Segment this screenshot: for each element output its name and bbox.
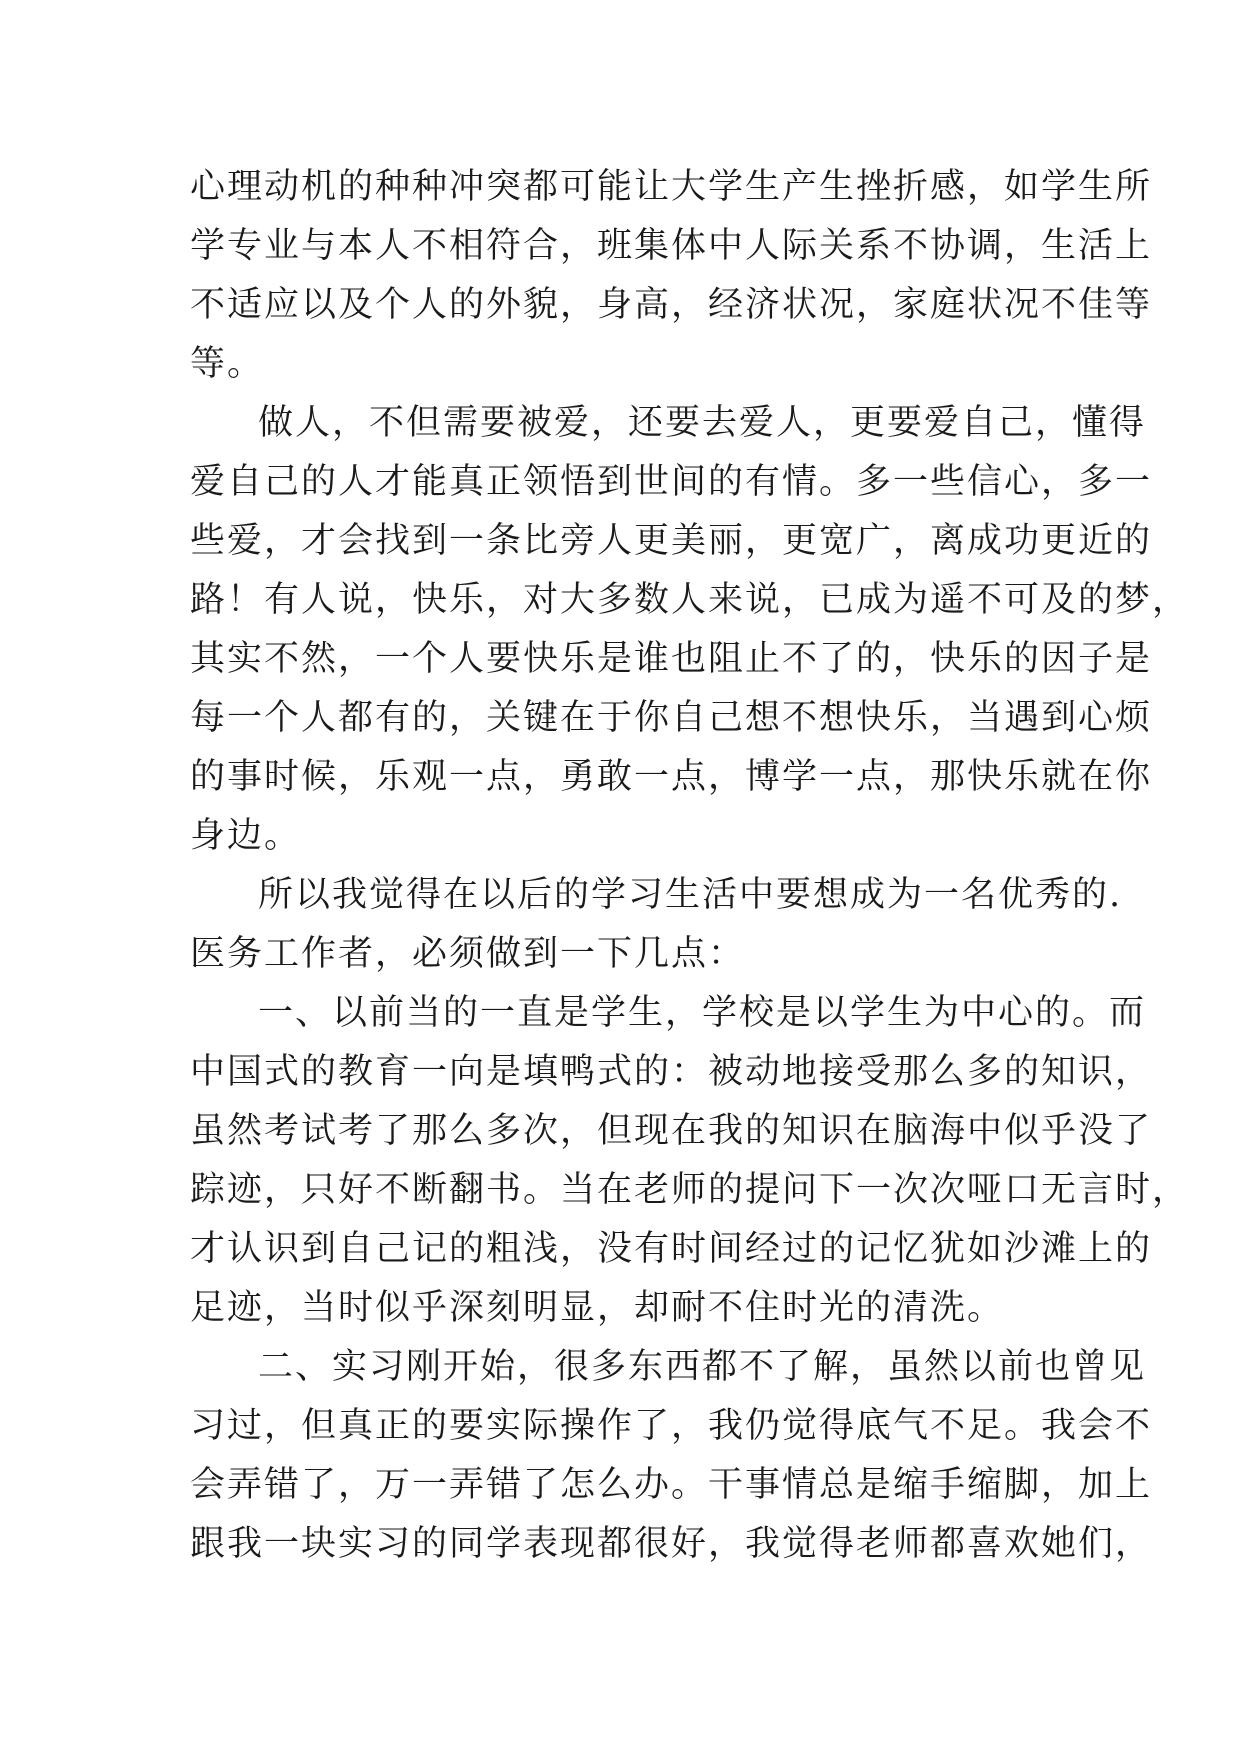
text-line: 身边。: [190, 816, 302, 856]
text-line: 做人，不但需要被爱，还要去爱人，更要爱自己，懂得: [258, 403, 1147, 443]
text-line: 才认识到自己记的粗浅，没有时间经过的记忆犹如沙滩上的: [190, 1229, 1153, 1269]
text-line: 等。: [190, 344, 265, 384]
text-line: 些爱，才会找到一条比旁人更美丽，更宽广，离成功更近的: [190, 521, 1153, 561]
text-line: 二、实习刚开始，很多东西都不了解，虽然以前也曾见: [258, 1347, 1147, 1387]
text-line: 虽然考试考了那么多次，但现在我的知识在脑海中似乎没了: [190, 1111, 1153, 1151]
text-line: 会弄错了，万一弄错了怎么办。干事情总是缩手缩脚，加上: [190, 1465, 1153, 1505]
paragraph: [190, 158, 1153, 394]
document-body: [190, 158, 1190, 1574]
text-line: 医务工作者，必须做到一下几点：: [190, 934, 746, 974]
text-line: 心理动机的种种冲突都可能让大学生产生挫折感，如学生所: [190, 167, 1153, 207]
text-line: 的事时候，乐观一点，勇敢一点，博学一点，那快乐就在你: [190, 757, 1153, 797]
text-line: 不适应以及个人的外貌，身高，经济状况，家庭状况不佳等: [190, 285, 1153, 325]
text-line: 足迹，当时似乎深刻明显，却耐不住时光的清洗。: [190, 1288, 1005, 1328]
text-line: 路！有人说，快乐，对大多数人来说，已成为遥不可及的梦，: [190, 580, 1190, 620]
text-line: 习过，但真正的要实际操作了，我仍觉得底气不足。我会不: [190, 1406, 1153, 1446]
text-line: 踪迹，只好不断翻书。当在老师的提问下一次次哑口无言时，: [190, 1170, 1190, 1210]
paragraph: [190, 866, 1123, 984]
text-line: 其实不然，一个人要快乐是谁也阻止不了的，快乐的因子是: [190, 639, 1153, 679]
paragraph: [190, 394, 1190, 866]
text-line: 一、以前当的一直是学生，学校是以学生为中心的。而: [258, 993, 1147, 1033]
text-line: 学专业与本人不相符合，班集体中人际关系不协调，生活上: [190, 226, 1153, 266]
text-line: 所以我觉得在以后的学习生活中要想成为一名优秀的.: [258, 875, 1123, 915]
paragraph: [190, 984, 1190, 1338]
text-line: 爱自己的人才能真正领悟到世间的有情。多一些信心，多一: [190, 462, 1153, 502]
text-line: 中国式的教育一向是填鸭式的：被动地接受那么多的知识，: [190, 1052, 1153, 1092]
text-line: 每一个人都有的，关键在于你自己想不想快乐，当遇到心烦: [190, 698, 1153, 738]
text-line: 跟我一块实习的同学表现都很好，我觉得老师都喜欢她们，: [190, 1524, 1153, 1564]
paragraph: [190, 1338, 1153, 1574]
